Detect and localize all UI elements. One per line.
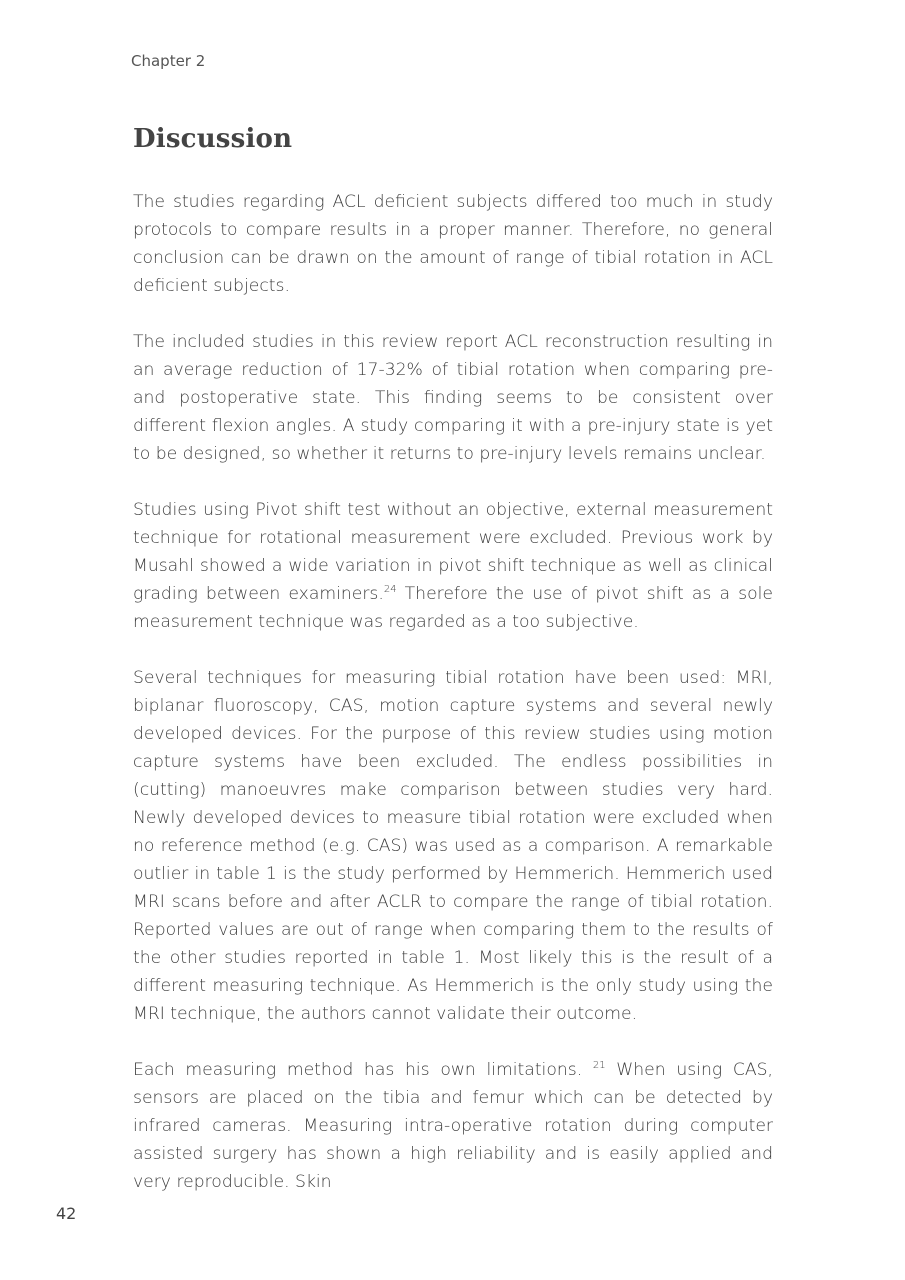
page-number: 42 (56, 1204, 77, 1223)
paragraph-2: The included studies in this review report ACL reconstruction resulting in an average reduction of 17-32% of tibial rotation when comparing pre- and postoperative state. This finding seems to be consistent over different flexion angles. A study comparing it with a pre-injury state is yet to be designed, so whether it returns to pre-injury levels remains unclear. (133, 332, 773, 464)
citation-24: 24 (383, 584, 397, 595)
paragraph-5 (133, 1056, 773, 1196)
citation-21: 21 (592, 1060, 606, 1071)
paragraph-4: Several techniques for measuring tibial rotation have been used: MRI, biplanar fluoroscopy, CAS, motion capture systems and several newly developed devices. For the purpose of this review studies using motion capture systems have been excluded. The endless possibilities in (cutting) manoeuvres make comparison between studies very hard. Newly developed devices to measure tibial rotation were excluded when no reference method (e.g. CAS) was used as a comparison. A remarkable outlier in table 1 is the study performed by Hemmerich. Hemmerich used MRI scans before and after ACLR to compare the range of tibial rotation. Reported values are out of range when comparing them to the results of the other studies reported in table 1. Most likely this is the result of a different measuring technique. As Hemmerich is the only study using the MRI technique, the authors cannot validate their outcome. (133, 668, 773, 1024)
body-text (133, 188, 773, 1224)
paragraph-5-text-after: When using CAS, sensors are placed on the tibia and femur which can be detected by infrared cameras. Measuring intra-operative rotation during computer assisted surgery has shown a high reliability and is easily applied and very reproducible. Skin (133, 1060, 773, 1192)
running-head: Chapter 2 (131, 52, 206, 70)
paragraph-3-text-before: Studies using Pivot shift test without an objective, external measurement technique for rotational measurement were excluded. Previous work by Musahl showed a wide variation in pivot shift technique as well as clinical grading between examiners. (133, 500, 773, 604)
paragraph-1: The studies regarding ACL deficient subjects differed too much in study protocols to compare results in a proper manner. Therefore, no general conclusion can be drawn on the amount of range of tibial rotation in ACL deficient subjects. (133, 192, 773, 296)
paragraph-5-text-before: Each measuring method has his own limitations. (133, 1060, 593, 1080)
paragraph-3-text-after: Therefore the use of pivot shift as a sole measurement technique was regarded as a too subjective. (133, 584, 773, 632)
section-heading: Discussion (133, 124, 293, 154)
paragraph-3 (133, 496, 773, 636)
